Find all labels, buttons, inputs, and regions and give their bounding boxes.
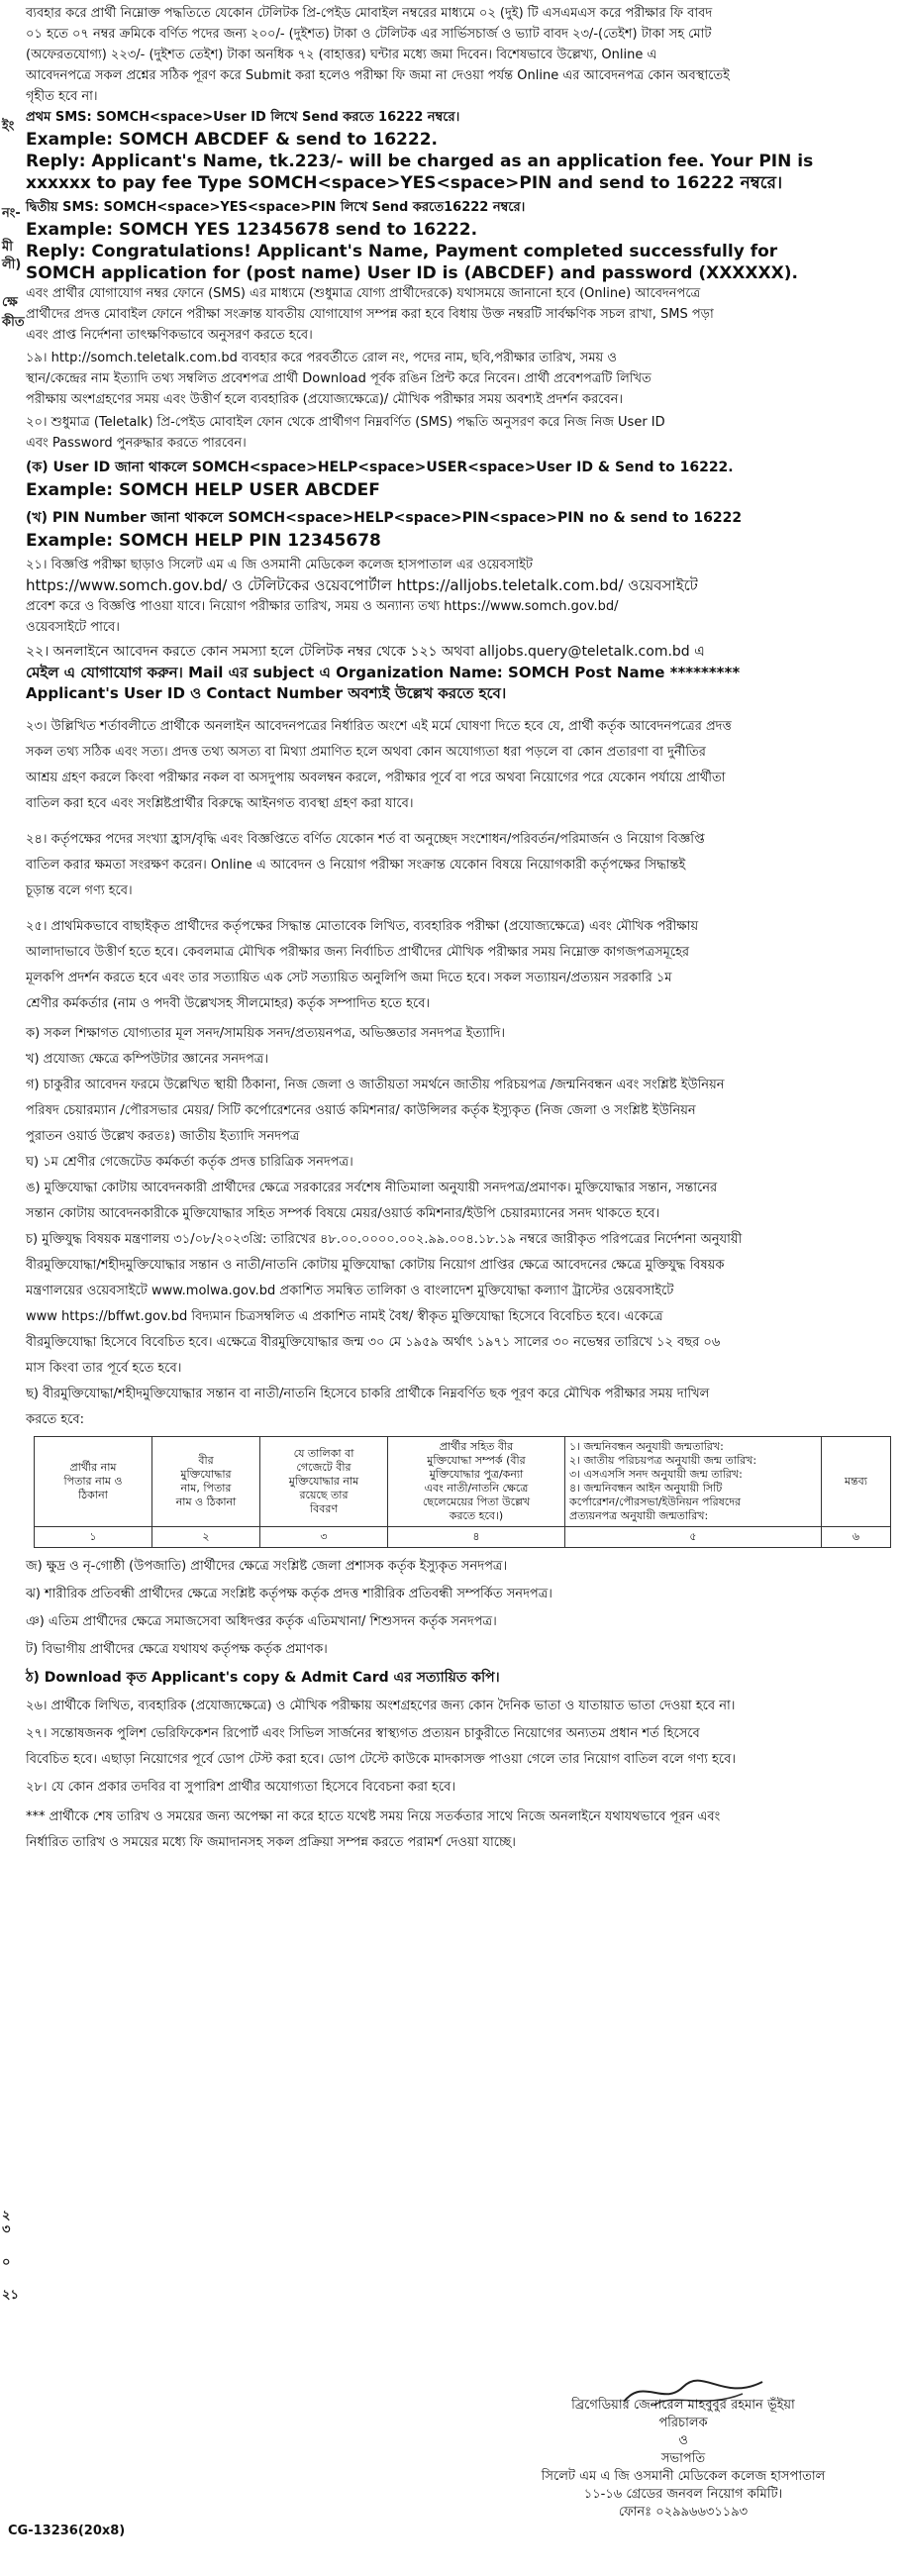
doc-ga: গ) চাকুরীর আবেদন ফরমে উল্লেখিত স্থায়ী ঠিকানা, নিজ জেলা ও জাতীয়তা সমর্থনে জাতীয় পরিচয়পত্র /জন্মনিবন্ধন এবং সংশ্লিষ্ট ইউনিয়ন <box>26 1078 725 1092</box>
table-number-cell: ৬ <box>822 1527 891 1548</box>
table-header-cell: বীর মুক্তিযোদ্ধার নাম, পিতার নাম ও ঠিকানা <box>152 1437 260 1527</box>
table-number-cell: ১ <box>35 1527 152 1548</box>
recovery-user-id <box>26 459 897 501</box>
doc-kha: খ) প্রযোজ্য ক্ষেত্রে কম্পিউটার জ্ঞানের সনদপত্র। <box>26 1052 268 1067</box>
text-line: *** প্রার্থীকে শেষ তারিখ ও সময়ের জন্য অপেক্ষা না করে হাতে যথেষ্ট সময় নিয়ে সতর্কতার সাথে নিজে অনলাইনে যথাযথভাবে পূরন এবং <box>26 1809 721 1824</box>
table-header-row <box>35 1437 891 1527</box>
item-23 <box>26 715 897 816</box>
text-line: ২০। শুধুমাত্র (Teletalk) প্রি-পেইড মোবাইল ফোন থেকে প্রার্থীগণ নিম্নবর্ণিত (SMS) পদ্ধতি অনুসরণ করে নিজ নিজ User ID <box>26 415 665 430</box>
text-line: মূলকপি প্রদর্শন করতে হবে এবং তার সত্যায়িত এক সেট সত্যায়িত অনুলিপি জমা দিতে হবে। সকল সত্যায়ন/প্রত্যয়ন সরকারি ১ম <box>26 971 672 985</box>
margin-glyph: ইং <box>2 119 15 134</box>
text-line: ২৪। কর্তৃপক্ষের পদের সংখ্যা হ্রাস/বৃদ্ধি এবং বিজ্ঞপ্তিতে বর্ণিত যেকোন শর্ত বা অনুচ্ছেদ সংশোধন/পরিবর্তন/পরিমার্জন ও নিয়োগ বিজ্ঞপ্তি <box>26 832 705 847</box>
signatory-org: সিলেট এম এ জি ওসমানী মেডিকেল কলেজ হাসপাতাল <box>541 2469 826 2484</box>
table-number-row <box>35 1527 891 1548</box>
sms2-reply: Reply: Congratulations! Applicant's Name, Payment completed successfully for <box>26 242 778 261</box>
signatory-role: সভাপতি <box>660 2451 706 2466</box>
doc-ca-cont: www https://bffwt.gov.bd বিদ্যমান চিত্রসম্বলিত এ প্রকাশিত নামই বৈধ/ স্বীকৃত মুক্তিযোদ্ধা হিসেবে বিবেচিত হবে। একেত্রে <box>26 1309 663 1324</box>
final-note <box>26 1805 897 1855</box>
doc-jha: ঝ) শারীরিক প্রতিবন্ধী প্রার্থীদের ক্ষেত্রে সংশ্লিষ্ট কর্তৃপক্ষ কর্তৃক প্রদত্ত শারীরিক প্রতিবন্ধী সম্পর্কিত সনদপত্র। <box>26 1587 552 1601</box>
margin-glyph: লী) <box>2 258 22 272</box>
item-26 <box>26 1695 897 1718</box>
margin-glyph: ০ <box>2 2255 11 2270</box>
doc-ca: চ) মুক্তিযুদ্ধ বিষয়ক মন্ত্রণালয় ৩১/০৮/২০২৩খ্রি: তারিখের ৪৮.০০.০০০০.০০২.৯৯.০০৪.১৮.১৯ নম্বরে জারীকৃত পরিপত্রের নির্দেশনা অনুযায়ী <box>26 1232 743 1247</box>
fee-instructions <box>26 4 897 106</box>
text-line: ০১ হতে ০৭ নম্বর ক্রমিকে বর্ণিত পদের জন্য ২০০/- (দুইশত) টাকা ও টেলিটক এর সার্ভিসচার্জ ও ভ্যাট বাবদ ২৩/-(তেইশ) টাকা সহ মোট <box>26 27 712 42</box>
text-line: ২৩। উল্লিখিত শর্তাবলীতে প্রার্থীকে অনলাইন আবেদনপত্রের নির্ধারিত অংশে এই মর্মে ঘোষণা দিতে হবে যে, প্রার্থী কর্তৃক আবেদনপত্রের প্রদত্ত <box>26 719 732 734</box>
doc-ca-cont: মন্ত্রণালয়ের ওয়েবসাইটে www.molwa.gov.bd প্রকাশিত সমন্বিত তালিকা ও বাংলাদেশ মুক্তিযোদ্ধা কল্যাণ ট্রাস্টের ওয়েবসাইটে <box>26 1284 674 1298</box>
item-20 <box>26 413 897 453</box>
item-24 <box>26 828 897 903</box>
sms1-reply-cont: xxxxxx to pay fee Type SOMCH<space>YES<space>PIN and send to 16222 নম্বরে। <box>26 173 783 193</box>
doc-ka: ক) সকল শিক্ষাগত যোগ্যতার মূল সনদ/সাময়িক সনদ/প্রত্যয়নপত্র, অভিজ্ঞতার সনদপত্র ইত্যাদি। <box>26 1026 506 1041</box>
sms1-label: প্রথম SMS: SOMCH<space>User ID লিখে Send করতে 16222 নম্বরে। <box>26 110 460 125</box>
mail-subject-cont: Applicant's User ID ও Contact Number অবশ্যই উল্লেখ করতে হবে। <box>26 684 507 702</box>
margin-glyph: ২১ <box>2 2288 19 2303</box>
table-header-cell: যে তালিকা বা গেজেটে বীর মুক্তিযোদ্ধার নাম রয়েছে তার বিবরণ <box>260 1437 388 1527</box>
doc-nya: ঞ) এতিম প্রার্থীদের ক্ষেত্রে সমাজসেবা অধিদপ্তর কর্তৃক এতিমখানা/ শিশুসদন কর্তৃক সনদপত্র। <box>26 1614 497 1629</box>
text-line: গৃহীত হবে না। <box>26 89 98 104</box>
text-line: (অফেরতযোগ্য) ২২৩/- (দুইশত তেইশ) টাকা অনধিক ৭২ (বাহাত্তর) ঘন্টার মধ্যে জমা দিবেন। বিশেষভাবে উল্লেখ্য, Online এ <box>26 48 657 62</box>
table-number-cell: ৪ <box>388 1527 565 1548</box>
text-line: ২৭। সন্তোষজনক পুলিশ ভেরিফিকেশন রিপোর্ট এবং সিভিল সার্জনের স্বাস্থ্যগত প্রত্যয়ন চাকুরীতে নিয়োগের অন্যতম প্রধান শর্ত হিসেবে <box>26 1726 700 1741</box>
table-header-cell: মন্তব্য <box>822 1437 891 1527</box>
signature-block <box>515 2397 852 2522</box>
text-line: শ্রেণীর কর্মকর্তার (নাম ও পদবী উল্লেখসহ সীলমোহর) কর্তৃক সম্পাদিত হতে হবে। <box>26 996 431 1011</box>
text-line: এবং Password পুনরুদ্ধার করতে পারবেন। <box>26 436 247 451</box>
text-line: আশ্রয় গ্রহণ করলে কিংবা পরীক্ষার নকল বা অসদুপায় অবলম্বন করলে, পরীক্ষার পূর্বে বা পরে অথবা নিয়োগের পরে যেকোন পর্যায়ে প্রার্থীতা <box>26 771 726 785</box>
text-line: প্রবেশ করে ও বিজ্ঞপ্তি পাওয়া যাবে। নিয়োগ পরীক্ষার তারিখ, সময় ও অন্যান্য তথ্য https://www.somch.gov.bd/ <box>26 599 619 614</box>
text-line: পরীক্ষায় অংশগ্রহণের সময় এবং উত্তীর্ণ হলে ব্যবহারিক (প্রযোজ্যক্ষেত্রে)/ মৌখিক পরীক্ষার সময় অবশ্যই প্রদর্শন করবেন। <box>26 392 624 407</box>
sms-second <box>26 198 897 284</box>
text-line: আলাদাভাবে উত্তীর্ণ হতে হবে। কেবলমাত্র মৌখিক পরীক্ষার জন্য নির্বাচিত প্রার্থীদের মৌখিক পরীক্ষার সময় নিম্নোক্ত কাগজপত্রসমূহের <box>26 945 690 960</box>
ka-line: (ক) User ID জানা থাকলে SOMCH<space>HELP<space>USER<space>User ID & Send to 16222. <box>26 460 734 475</box>
item-22 <box>26 643 897 703</box>
sms2-example: Example: SOMCH YES 12345678 send to 16222. <box>26 220 478 240</box>
signatory-phone: ফোনঃ ০২৯৯৬৬৩১১৯৩ <box>618 2505 749 2520</box>
doc-gha: ঘ) ১ম শ্রেণীর গেজেটেড কর্মকর্তা কর্তৃক প্রদত্ত চারিত্রিক সনদপত্র। <box>26 1155 353 1170</box>
doc-uma-cont: সন্তান কোটায় আবেদনকারীকে মুক্তিযোদ্ধার সহিত সম্পর্ক বিষয়ে মেয়র/ওয়ার্ড কমিশনার/ইউপি চেয়ারম্যানের সনদ থাকতে হবে। <box>26 1206 660 1221</box>
doc-ta: ট) বিভাগীয় প্রার্থীদের ক্ষেত্রে যথাযথ কর্তৃপক্ষ কর্তৃক প্রমাণক। <box>26 1642 328 1657</box>
doc-tha: ঠ) Download কৃত Applicant's copy & Admit Card এর সত্যায়িত কপি। <box>26 1670 500 1686</box>
doc-ga-cont: পরিষদ চেয়ারম্যান /পৌরসভার মেয়র/ সিটি কর্পোরেশনের ওয়ার্ড কমিশনার/ কাউন্সিলর কর্তৃক ইস্যুকৃত (নিজ জেলা ও সংশ্লিষ্ট ইউনিয়ন <box>26 1103 696 1118</box>
website-links[interactable]: https://www.somch.gov.bd/ ও টেলিটকের ওয়েবপোর্টাল https://alljobs.teletalk.com.bd/ ওয়েবসাইটে <box>26 576 698 594</box>
doc-ga-cont: পুরাতন ওয়ার্ড উল্লেখ করতঃ) জাতীয় ইত্যাদি সনদপত্র <box>26 1129 300 1144</box>
item-19 <box>26 349 897 409</box>
text-line: ২৬। প্রার্থীকে লিখিত, ব্যবহারিক (প্রযোজ্যক্ষেত্রে) ও মৌখিক পরীক্ষায় অংশগ্রহণের জন্য কোন দৈনিক ভাতা ও যাতায়াত ভাতা দেওয়া হবে না। <box>26 1699 736 1713</box>
margin-glyph: ২ <box>2 2209 11 2223</box>
table-number-cell: ৫ <box>565 1527 822 1548</box>
table-number-cell: ৩ <box>260 1527 388 1548</box>
text-line: চূড়ান্ত বলে গণ্য হবে। <box>26 883 133 898</box>
signatory-title: পরিচালক <box>658 2416 708 2430</box>
text-line: নির্ধারিত তারিখ ও সময়ের মধ্যে ফি জমাদানসহ সকল প্রক্রিয়া সম্পন্ন করতে পরামর্শ দেওয়া যাচ্ছে। <box>26 1835 516 1850</box>
sms2-label: দ্বিতীয় SMS: SOMCH<space>YES<space>PIN লিখে Send করতে16222 নম্বরে। <box>26 200 526 215</box>
signatory-name: ব্রিগেডিয়ার জেনারেল মাহবুবুর রহমান ভূঁইয়া <box>571 2398 795 2413</box>
signatory-committee: ১১-১৬ গ্রেডের জনবল নিয়োগ কমিটি। <box>583 2487 783 2502</box>
doc-cha-cont: করতে হবে: <box>26 1412 85 1427</box>
text-line: এবং প্রাপ্ত নির্দেশনা তাৎক্ষণিকভাবে অনুসরণ করতে হবে। <box>26 328 313 343</box>
table-header-cell: ১। জন্মনিবন্ধন অনুযায়ী জন্মতারিখ: ২। জাতীয় পরিচয়পত্র অনুযায়ী জন্ম তারিখ: ৩। এসএসসি সনদ অনুযায়ী জন্ম তারিখ: ৪। জন্মনিবন্ধন আইন অনুযায়ী সিটি কর্পোরেশন/পৌরসভা/ইউনিয়ন পরিষদের প্রত্যয়নপত্র অনুযায়ী জন্মতারিখ: <box>565 1437 822 1527</box>
doc-ca-cont: বীরমুক্তিযোদ্ধা/শহীদমুক্তিযোদ্ধার সন্তান ও নাতী/নাতনি কোটায় মুক্তিযোদ্ধা কোটায় নিয়োগ প্রাপ্তির ক্ষেত্রে আবেদনের ক্ষেত্রে মুক্তিযুদ্ধ বিষয়ক <box>26 1258 725 1273</box>
documents-list-cont <box>26 1554 897 1691</box>
text-line: বাতিল করার ক্ষমতা সংরক্ষণ করেন। Online এ আবেদন ও নিয়োগ পরীক্ষা সংক্রান্ত যেকোন বিষয়ে নিয়োগকারী কর্তৃপক্ষের সিদ্ধান্তই <box>26 858 686 873</box>
text-line: ২১। বিজ্ঞপ্তি পরীক্ষা ছাড়াও সিলেট এম এ জি ওসমানী মেডিকেল কলেজ হাসপাতাল এর ওয়েবসাইট <box>26 558 533 572</box>
sms1-example: Example: SOMCH ABCDEF & send to 16222. <box>26 130 438 150</box>
mail-subject: মেইল এ যোগাযোগ করুন। Mail এর subject এ Organization Name: SOMCH Post Name ********* <box>26 664 741 681</box>
text-line: বাতিল করা হবে এবং সংশ্লিষ্টপ্রার্থীর বিরুদ্ধে আইনগত ব্যবস্থা গ্রহণ করা যাবে। <box>26 796 414 811</box>
support-email[interactable]: ২২। অনলাইনে আবেদন করতে কোন সমস্যা হলে টেলিটক নম্বর থেকে ১২১ অথবা alljobs.query@teletalk.com.bd এ <box>26 644 705 660</box>
left-cut-text <box>0 0 25 2576</box>
text-line: ২৫। প্রাথমিকভাবে বাছাইকৃত প্রার্থীদের কর্তৃপক্ষের সিদ্ধান্ত মোতাবেক লিখিত, ব্যবহারিক পরীক্ষা (প্রযোজ্যক্ষেত্রে) এবং মৌখিক পরীক্ষায় <box>26 919 699 934</box>
text-line: ২৮। যে কোন প্রকার তদবির বা সুপারিশ প্রার্থীর অযোগ্যতা হিসেবে বিবেচনা করা হবে। <box>26 1780 455 1795</box>
item-28 <box>26 1776 897 1800</box>
doc-ja: জ) ক্ষুদ্র ও নৃ-গোষ্ঠী (উপজাতি) প্রার্থীদের ক্ষেত্রে সংশ্লিষ্ট জেলা প্রশাসক কর্তৃক ইস্যুকৃত সনদপত্র। <box>26 1559 508 1574</box>
kha-example: Example: SOMCH HELP PIN 12345678 <box>26 531 381 551</box>
doc-ca-cont: বীরমুক্তিযোদ্ধা হিসেবে বিবেচিত হবে। এক্ষেত্রে বীরমুক্তিযোদ্ধার জন্ম ৩০ মে ১৯৫৯ অর্থাৎ ১৯৭১ সালের ৩০ নভেম্বর তারিখে ১২ বছর ০৬ <box>26 1335 721 1350</box>
text-line: ব্যবহার করে প্রার্থী নিম্নোক্ত পদ্ধতিতে যেকোন টেলিটক প্রি-পেইড মোবাইল নম্বরের মাধ্যমে ০২ (দুই) টি এসএমএস করে পরীক্ষার ফি বাবদ <box>26 6 713 21</box>
text-line: স্থান/কেন্দ্রের নাম ইত্যাদি তথ্য সম্বলিত প্রবেশপত্র প্রার্থী Download পূর্বক রঙিন প্রিন্ট করে নিবেন। প্রার্থী প্রবেশপত্রটি লিখিত <box>26 371 652 386</box>
table-header-cell: প্রার্থীর সহিত বীর মুক্তিযোদ্ধা সম্পর্ক (বীর মুক্তিযোদ্ধার পুত্র/কন্যা এবং নাতী/নাতনি ক্ষেত্রে ছেলেমেয়ের পিতা উল্লেখ করতে হবে।) <box>388 1437 565 1527</box>
doc-ca-cont: মাস কিংবা তার পূর্বে হতে হবে। <box>26 1361 182 1376</box>
sms1-reply: Reply: Applicant's Name, tk.223/- will be charged as an application fee. Your PIN is <box>26 152 814 171</box>
item-25 <box>26 915 897 1016</box>
doc-cha: ছ) বীরমুক্তিযোদ্ধা/শহীদমুক্তিযোদ্ধার সন্তান বা নাতী/নাতনি হিসেবে চাকরি প্রার্থীকে নিম্নবর্ণিত ছক পূরণ করে মৌখিক পরীক্ষার সময় দাখিল <box>26 1387 710 1401</box>
doc-uma: ঙ) মুক্তিযোদ্ধা কোটায় আবেদনকারী প্রার্থীদের ক্ষেত্রে সরকারের সর্বশেষ নীতিমালা অনুযায়ী সনদপত্র/প্রমাণক। মুক্তিযোদ্ধার সন্তান, সন্তানের <box>26 1181 718 1195</box>
item-21 <box>26 556 897 637</box>
margin-glyph: মী <box>2 240 13 255</box>
item-27 <box>26 1722 897 1772</box>
text-line: আবেদনপত্রে সকল প্রশ্নের সঠিক পূরণ করে Submit করা হলেও পরীক্ষা ফি জমা না দেওয়া পর্যন্ত Online এর আবেদনপত্র কোন অবস্থাতেই <box>26 68 730 83</box>
ka-example: Example: SOMCH HELP USER ABCDEF <box>26 480 380 500</box>
text-line: সকল তথ্য সঠিক এবং সত্য। প্রদত্ত তথ্য অসত্য বা মিথ্যা প্রমাণিত হলে অথবা কোন অযোগ্যতা ধরা পড়লে বা কোন প্রতারণা বা দুর্নীতির <box>26 745 706 760</box>
kha-line: (খ) PIN Number জানা থাকলে SOMCH<space>HELP<space>PIN<space>PIN no & send to 16222 <box>26 510 743 526</box>
margin-glyph: ক্ষে <box>2 295 18 310</box>
sms2-reply-cont: SOMCH application for (post name) User ID is (ABCDEF) and password (XXXXXX). <box>26 263 798 283</box>
sms-first <box>26 108 897 194</box>
text-line: প্রার্থীদের প্রদত্ত মোবাইল ফোনে পরীক্ষা সংক্রান্ত যাবতীয় যোগাযোগ সম্পন্ন করা হবে বিধায় উক্ত নম্বরটি সার্বক্ষণিক সচল রাখা, SMS পড়া <box>26 307 714 322</box>
table-number-cell: ২ <box>152 1527 260 1548</box>
ad-code: CG-13236(20x8) <box>8 2524 126 2538</box>
recovery-pin <box>26 509 897 552</box>
freedom-fighter-form-table <box>34 1436 891 1548</box>
sms-after <box>26 284 897 345</box>
table-header-cell: প্রার্থীর নাম পিতার নাম ও ঠিকানা <box>35 1437 152 1527</box>
signatory-and: ও <box>678 2433 688 2448</box>
text-line: ওয়েবসাইটে পাবে। <box>26 620 120 635</box>
margin-glyph: ৩ <box>2 2222 11 2237</box>
margin-glyph: নং- <box>2 206 21 221</box>
documents-list <box>26 1022 897 1432</box>
margin-glyph: কীত <box>2 315 25 330</box>
text-line: এবং প্রার্থীর যোগাযোগ নম্বর ফোনে (SMS) এর মাধ্যমে (শুধুমাত্র যোগ্য প্রার্থীদেরকে) যথাসময়ে জানানো হবে (Online) আবেদনপত্রে <box>26 286 701 301</box>
notice-body <box>26 4 897 1857</box>
text-line: বিবেচিত হবে। এছাড়া নিয়োগের পূর্বে ডোপ টেস্ট করা হবে। ডোপ টেস্টে কাউকে মাদকাসক্ত পাওয়া গেলে তার নিয়োগ বাতিল বলে গণ্য হবে। <box>26 1752 736 1767</box>
text-line: ১৯। http://somch.teletalk.com.bd ব্যবহার করে পরবর্তীতে রোল নং, পদের নাম, ছবি,পরীক্ষার তারিখ, সময় ও <box>26 351 617 365</box>
